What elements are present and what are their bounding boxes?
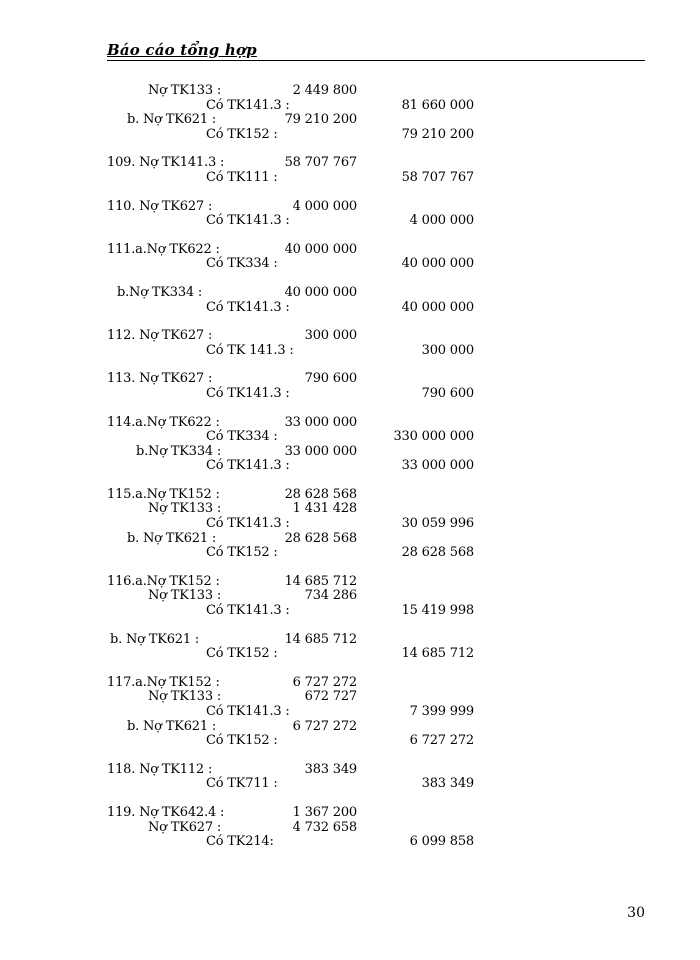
account-label: Có TK141.3 : [206,516,290,532]
debit-amount: 33 000 000 [284,443,357,459]
journal-entries [0,84,700,864]
entry-line [0,517,700,532]
credit-amount: 7 399 999 [409,704,474,719]
account-label: 114.a.Nợ TK622 : [107,414,220,430]
entry-line [0,806,700,821]
entry-line [0,763,700,778]
entry-line [0,705,700,720]
journal-entry [0,633,700,662]
account-label: Có TK141.3 : [206,704,290,719]
journal-entry [0,243,700,272]
account-label: b. Nợ TK621 : [127,718,217,734]
page-header [107,40,645,61]
entry-line [0,84,700,99]
debit-amount: 33 000 000 [284,414,357,430]
debit-amount: 14 685 712 [284,631,357,647]
entry-line [0,301,700,316]
account-label: b. Nợ TK621 : [110,631,200,647]
entry-line [0,257,700,272]
account-label: Có TK141.3 : [206,97,290,113]
credit-amount: 14 685 712 [401,646,474,662]
account-label: 119. Nợ TK642.4 : [107,804,225,820]
entry-line [0,502,700,517]
debit-amount: 6 727 272 [292,718,357,734]
journal-entry [0,156,700,185]
entry-line [0,734,700,749]
debit-amount: 4 000 000 [292,198,357,214]
journal-entry [0,416,700,474]
entry-line [0,445,700,460]
account-label: 112. Nợ TK627 : [107,328,213,344]
account-label: Có TK111 : [206,169,278,185]
account-label: Có TK141.3 : [206,213,290,229]
account-label: Nợ TK133 : [148,501,222,517]
credit-amount: 40 000 000 [401,256,474,272]
entry-line [0,777,700,792]
entry-line [0,243,700,258]
account-label: Có TK152 : [206,733,278,749]
entry-line [0,821,700,836]
journal-entry [0,575,700,619]
account-label: Nợ TK133 : [148,83,222,98]
entry-line [0,690,700,705]
journal-entry [0,200,700,229]
credit-amount: 6 099 858 [409,834,474,850]
journal-entry [0,372,700,401]
account-label: Nợ TK133 : [148,689,222,705]
entry-line [0,286,700,301]
debit-amount: 790 600 [304,371,357,387]
account-label: b.Nợ TK334 : [136,443,222,459]
journal-entry [0,806,700,850]
journal-entry [0,286,700,315]
entry-line [0,344,700,359]
account-label: Có TK334 : [206,429,278,445]
entry-line [0,575,700,590]
entry-line [0,329,700,344]
entry-line [0,99,700,114]
debit-amount: 58 707 767 [284,155,357,171]
entry-line [0,589,700,604]
account-label: Có TK214: [206,834,274,850]
entry-line [0,156,700,171]
credit-amount: 790 600 [421,385,474,401]
account-label: 113. Nợ TK627 : [107,371,213,387]
credit-amount: 33 000 000 [401,458,474,474]
account-label: 115.a.Nợ TK152 : [107,486,220,502]
credit-amount: 58 707 767 [401,169,474,185]
entry-line [0,546,700,561]
credit-amount: 81 660 000 [401,97,474,113]
credit-amount: 383 349 [421,776,474,792]
debit-amount: 79 210 200 [284,112,357,128]
account-label: 117.a.Nợ TK152 : [107,674,220,690]
debit-amount: 14 685 712 [284,573,357,589]
account-label: Nợ TK133 : [148,588,222,604]
credit-amount: 40 000 000 [401,299,474,315]
entry-line [0,488,700,503]
credit-amount: 30 059 996 [401,516,474,532]
account-label: Có TK141.3 : [206,603,290,619]
credit-amount: 79 210 200 [401,126,474,142]
entry-line [0,214,700,229]
credit-amount: 330 000 000 [393,429,474,445]
debit-amount: 672 727 [304,689,357,705]
debit-amount: 4 732 658 [292,819,357,835]
entry-line [0,459,700,474]
entry-line [0,633,700,648]
debit-amount: 28 628 568 [284,530,357,546]
entry-line [0,387,700,402]
account-label: 109. Nợ TK141.3 : [107,155,225,171]
debit-amount: 383 349 [304,761,357,777]
journal-entry [0,676,700,749]
account-label: Có TK152 : [206,545,278,561]
account-label: b. Nợ TK621 : [127,530,217,546]
account-label: Có TK141.3 : [206,458,290,474]
account-label: 116.a.Nợ TK152 : [107,573,220,589]
account-label: Có TK711 : [206,776,278,792]
journal-entry [0,488,700,561]
debit-amount: 1 367 200 [292,804,357,820]
account-label: 110. Nợ TK627 : [107,198,213,214]
debit-amount: 40 000 000 [284,284,357,300]
account-label: Có TK141.3 : [206,385,290,401]
entry-line [0,128,700,143]
credit-amount: 4 000 000 [409,213,474,229]
entry-line [0,720,700,735]
entry-line [0,532,700,547]
journal-entry [0,329,700,358]
entry-line [0,835,700,850]
debit-amount: 2 449 800 [292,83,357,98]
debit-amount: 28 628 568 [284,486,357,502]
debit-amount: 1 431 428 [292,501,357,517]
header-title: Báo cáo tổng hợp [107,41,257,59]
page-number: 30 [627,905,645,921]
credit-amount: 15 419 998 [401,603,474,619]
credit-amount: 300 000 [421,342,474,358]
entry-line [0,604,700,619]
entry-line [0,200,700,215]
entry-line [0,372,700,387]
credit-amount: 6 727 272 [409,733,474,749]
entry-line [0,171,700,186]
journal-entry [0,763,700,792]
debit-amount: 734 286 [304,588,357,604]
entry-line [0,647,700,662]
account-label: 111.a.Nợ TK622 : [107,241,220,257]
credit-amount: 28 628 568 [401,545,474,561]
account-label: b.Nợ TK334 : [117,284,203,300]
entry-line [0,113,700,128]
entry-line [0,416,700,431]
account-label: Có TK152 : [206,646,278,662]
account-label: Có TK141.3 : [206,299,290,315]
debit-amount: 6 727 272 [292,674,357,690]
account-label: Có TK152 : [206,126,278,142]
account-label: b. Nợ TK621 : [127,112,217,128]
account-label: Nợ TK627 : [148,819,222,835]
debit-amount: 300 000 [304,328,357,344]
account-label: 118. Nợ TK112 : [107,761,213,777]
account-label: Có TK334 : [206,256,278,272]
account-label: Có TK 141.3 : [206,342,294,358]
entry-line [0,430,700,445]
debit-amount: 40 000 000 [284,241,357,257]
entry-line [0,676,700,691]
journal-entry [0,84,700,142]
